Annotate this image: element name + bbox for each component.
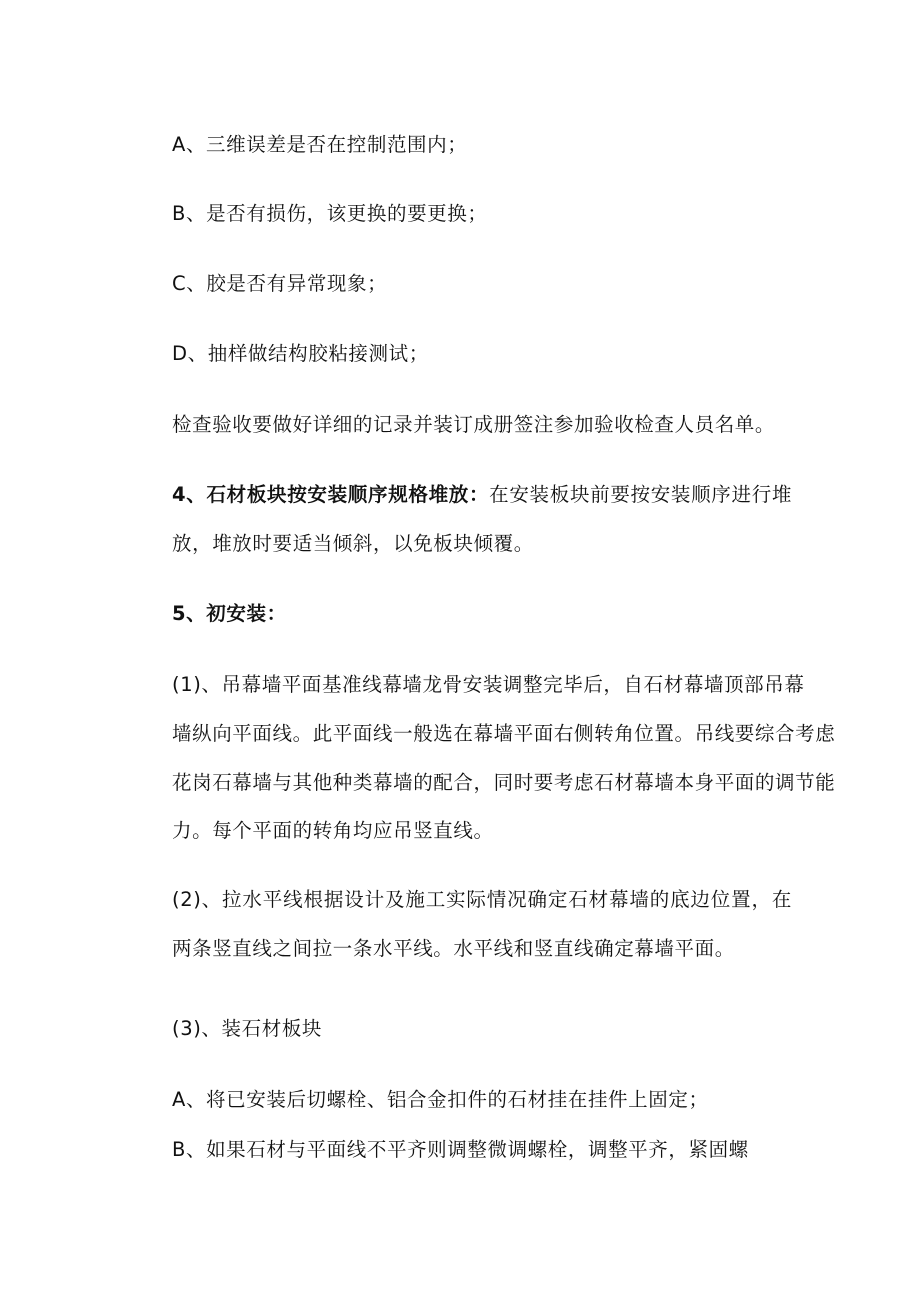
check-item-d: D、抽样做结构胶粘接测试；: [172, 342, 429, 365]
step1-line4: 力。每个平面的转角均应吊竖直线。: [172, 819, 494, 842]
section4-text-line1: 在安装板块前要按安装顺序进行堆: [489, 483, 792, 506]
step1-line3: 花岗石幕墙与其他种类幕墙的配合，同时要考虑石材幕墙本身平面的调节能: [172, 771, 836, 794]
check-item-a: A、三维误差是否在控制范围内；: [172, 133, 468, 156]
section4-text-line2: 放，堆放时要适当倾斜，以免板块倾覆。: [172, 532, 534, 555]
section4-heading: 4、石材板块按安装顺序规格堆放：: [172, 483, 490, 506]
step3-title: (3)、装石材板块: [172, 1017, 323, 1040]
step2-line1: (2)、拉水平线根据设计及施工实际情况确定石材幕墙的底边位置，在: [172, 888, 792, 911]
step1-line1: (1)、吊幕墙平面基准线幕墙龙骨安装调整完毕后，自石材幕墙顶部吊幕: [172, 673, 805, 696]
record-note: 检查验收要做好详细的记录并装订成册签注参加验收检查人员名单。: [172, 413, 776, 436]
section5-heading: 5、初安装：: [172, 602, 287, 625]
step2-line2: 两条竖直线之间拉一条水平线。水平线和竖直线确定幕墙平面。: [172, 937, 735, 960]
check-item-b: B、是否有损伤，该更换的要更换；: [172, 202, 488, 225]
check-item-c: C、胶是否有异常现象；: [172, 272, 388, 295]
step3-item-b: B、如果石材与平面线不平齐则调整微调螺栓，调整平齐，紧固螺: [172, 1138, 749, 1161]
step1-line2: 墙纵向平面线。此平面线一般选在幕墙平面右侧转角位置。吊线要综合考虑: [172, 722, 836, 745]
section4-paragraph-line1: [172, 483, 792, 507]
step3-item-a: A、将已安装后切螺栓、铝合金扣件的石材挂在挂件上固定；: [172, 1088, 709, 1111]
